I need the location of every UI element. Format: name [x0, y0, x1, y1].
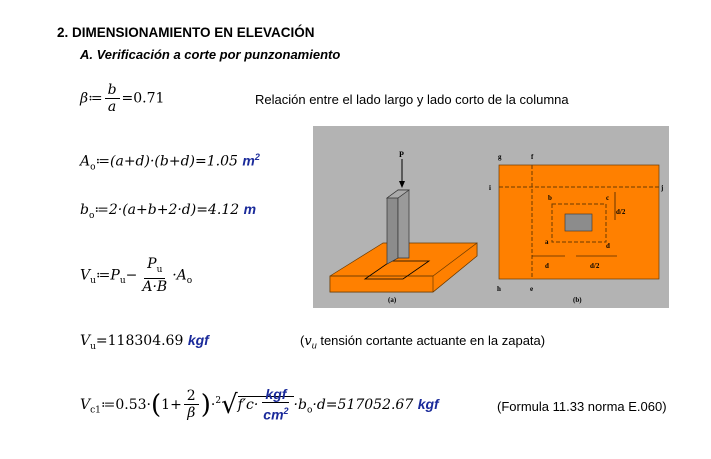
section-title: 2. DIMENSIONAMIENTO EN ELEVACIÓN [57, 25, 315, 40]
beta-formula: β≔ $\frac{b}{a}$ =0.71 [80, 82, 165, 115]
svg-text:d/2: d/2 [616, 208, 626, 216]
caption-a: (a) [388, 296, 397, 304]
beta-note: Relación entre el lado largo y lado corto de la columna [255, 92, 569, 107]
ao-formula: $A_o≔(a+d)\cdot(b+d)=1.05$ $m^2$ [80, 152, 260, 173]
vc1-formula: $V_{c1}≔0.53\cdot(1+$ $\frac{2}{\beta}$ )·$^2$√f′c· $\frac{\text{kgf}}{cm^2}$ $\cdot b_o\cdot d=517052.67$ kgf [80, 386, 439, 423]
svg-text:d: d [606, 242, 610, 250]
vc1-note: (Formula 11.33 norma E.060) [497, 399, 667, 414]
load-label: P [399, 150, 404, 159]
svg-text:b: b [548, 194, 552, 202]
svg-text:a: a [545, 238, 549, 246]
svg-text:e: e [530, 285, 534, 293]
vu-formula: $V_u≔P_u-$ $\frac{P_u}{A\cdot B}$ $\cdot A_o$ [80, 256, 193, 295]
punching-shear-figure [313, 126, 669, 308]
svg-text:d: d [545, 262, 549, 270]
vu-value: $V_u=118304.69$ kgf [80, 332, 209, 352]
svg-text:i: i [489, 184, 491, 192]
svg-text:c: c [606, 194, 610, 202]
svg-text:h: h [497, 285, 501, 293]
caption-b: (b) [573, 296, 582, 304]
svg-text:g: g [498, 153, 502, 161]
vu-note: ($v_u$ tensión cortante actuante en la zapata) [300, 333, 546, 351]
section-subtitle: A. Verificación a corte por punzonamiento [80, 47, 341, 62]
svg-text:f: f [531, 153, 534, 161]
svg-text:j: j [661, 184, 664, 192]
svg-text:d/2: d/2 [590, 262, 600, 270]
bo-formula: $b_o≔2\cdot(a+b+2\cdot d)=4.12$ m [80, 201, 257, 221]
